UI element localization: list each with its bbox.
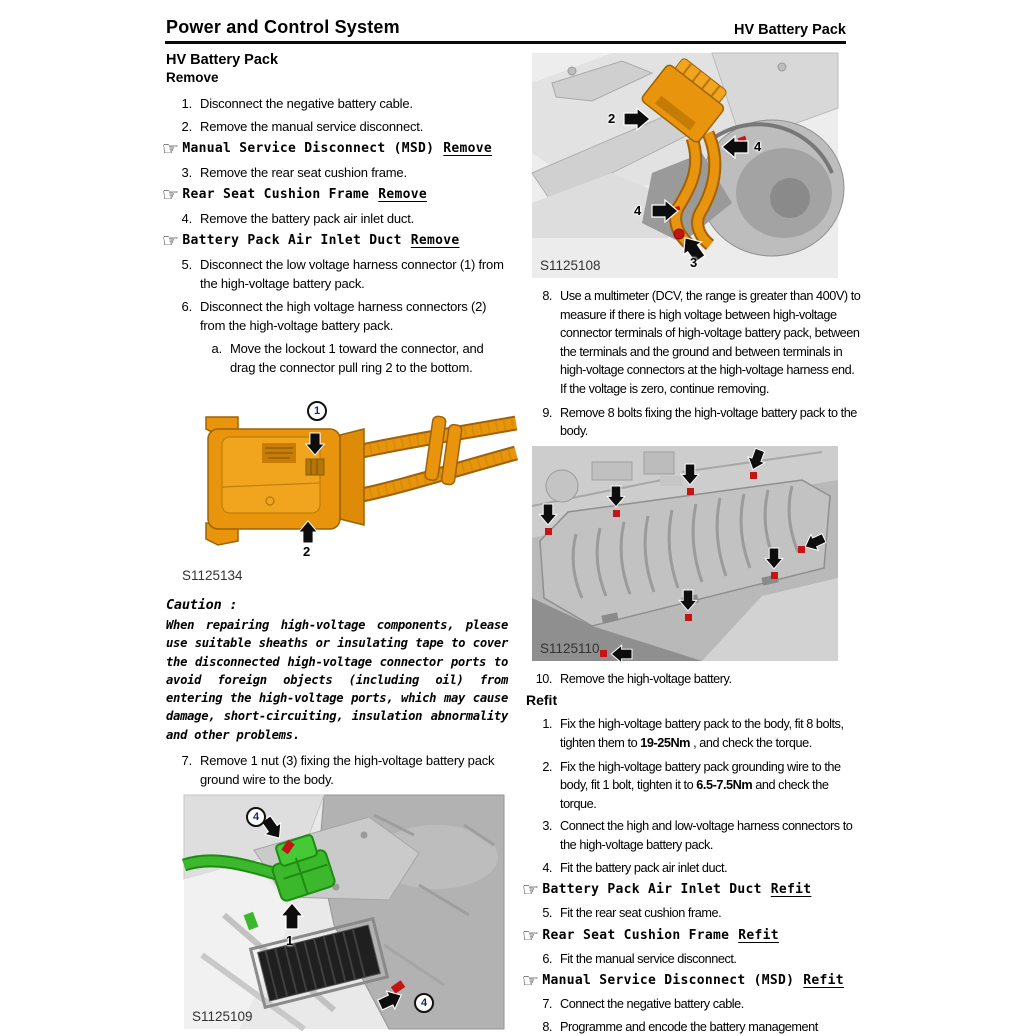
link-label: Battery Pack Air Inlet Duct	[542, 882, 762, 898]
right-column	[522, 53, 862, 1036]
torque-value: 19-25Nm	[640, 735, 691, 750]
battery-pack-illustration	[532, 446, 838, 661]
refit-step-5: 5. Fit the rear seat cushion frame.	[542, 906, 722, 921]
callout-label: 4	[414, 993, 434, 1013]
page-header-right: HV Battery Pack	[733, 22, 846, 38]
remove-substep-a: a. Move the lockout 1 toward the connector, and drag the connector pull ring 2 to the bottom.	[211, 341, 484, 375]
caution-text: When repairing high-voltage components, please use suitable sheaths or insulating tape to cover the disconnected high-voltage connector ports to avoid foreign objects (including oil) from entering the high-voltage ports, which may cause damage, short-circuiting, insulation abnormality and other problems.	[166, 618, 508, 742]
callout-label: 2	[608, 111, 616, 126]
figure-caption: S1125110	[540, 640, 600, 656]
link-label: Manual Service Disconnect (MSD)	[182, 141, 435, 156]
figure-ground-wire	[184, 795, 504, 1029]
refit-step-7: 7. Connect the negative battery cable.	[542, 997, 744, 1012]
page-header-left: Power and Control System	[166, 17, 400, 37]
refit-step-6: 6. Fit the manual service disconnect.	[542, 951, 737, 966]
section-title: HV Battery Pack	[166, 52, 279, 68]
refit-step-2: 2. Fix the high-voltage battery pack grounding wire to the body, fit 1 bolt, tighten it to 6.5-7.5Nm and check the torque.	[542, 759, 841, 811]
callout-label: 3	[690, 255, 698, 270]
link-msd-remove[interactable]	[162, 138, 508, 159]
link-action[interactable]: Remove	[443, 141, 493, 156]
header-rule	[165, 41, 846, 44]
remove-step-4: 4. Remove the battery pack air inlet duct.	[181, 211, 415, 226]
pointing-hand-icon: ☞	[162, 138, 180, 160]
remove-step-10: 10. Remove the high-voltage battery.	[535, 671, 732, 686]
link-air-duct-remove[interactable]	[162, 230, 508, 251]
link-seat-frame-refit[interactable]	[522, 925, 862, 946]
figure-hv-connector	[178, 391, 516, 563]
link-action[interactable]: Refit	[803, 973, 844, 989]
callout-label: 4	[634, 203, 642, 218]
figure-caption: S1125134	[182, 568, 243, 583]
refit-step-8: 8. Programme and encode the battery management	[542, 1019, 818, 1034]
remove-step-6: 6. Disconnect the high voltage harness connectors (2) from the high-voltage battery pack.	[181, 299, 487, 333]
link-label: Rear Seat Cushion Frame	[182, 187, 370, 202]
hv-connector-illustration	[178, 391, 516, 563]
remove-step-8: 8. Use a multimeter (DCV, the range is greater than 400V) to measure if there is high voltage between high-voltage connector terminals of high-voltage battery pack, between the terminals and the ground and between terminals in high-voltage connectors at the high-voltage harness end. If the voltage is zero, continue removing.	[542, 289, 861, 396]
link-msd-refit[interactable]	[522, 970, 862, 991]
pointing-hand-icon: ☞	[162, 184, 180, 206]
remove-step-7: 7. Remove 1 nut (3) fixing the high-voltage battery pack ground wire to the body.	[181, 753, 495, 788]
callout-label: 2	[303, 544, 311, 559]
pointing-hand-icon: ☞	[522, 879, 540, 902]
ground-wire-illustration	[184, 795, 504, 1029]
remove-step-5: 5. Disconnect the low voltage harness connector (1) from the high-voltage battery pack.	[181, 257, 504, 291]
callout-label: 4	[754, 139, 762, 154]
link-action[interactable]: Remove	[378, 187, 428, 202]
torque-value: 6.5-7.5Nm	[696, 778, 753, 793]
pointing-hand-icon: ☞	[522, 924, 540, 947]
link-label: Manual Service Disconnect (MSD)	[542, 973, 795, 989]
pointing-hand-icon: ☞	[522, 970, 540, 993]
remove-step-3: 3. Remove the rear seat cushion frame.	[181, 165, 407, 180]
figure-caption: S1125109	[192, 1009, 253, 1025]
callout-label: 1	[307, 401, 327, 421]
engine-bay-illustration	[532, 53, 838, 278]
link-label: Rear Seat Cushion Frame	[542, 927, 730, 943]
remove-step-1: 1. Disconnect the negative battery cable.	[181, 96, 413, 111]
figure-msd-bay	[532, 53, 838, 278]
link-label: Battery Pack Air Inlet Duct	[182, 233, 402, 248]
left-column	[162, 52, 508, 1029]
caution-title: Caution :	[166, 597, 238, 613]
refit-heading: Refit	[526, 692, 558, 709]
link-seat-frame-remove[interactable]	[162, 184, 508, 205]
figure-caption: S1125108	[540, 258, 601, 273]
link-action[interactable]: Refit	[738, 927, 779, 943]
link-action[interactable]: Remove	[410, 233, 460, 248]
callout-label: 1	[286, 933, 294, 949]
link-air-duct-refit[interactable]	[522, 879, 862, 900]
remove-step-9: 9. Remove 8 bolts fixing the high-voltage battery pack to the body.	[542, 405, 857, 439]
refit-step-4: 4. Fit the battery pack air inlet duct.	[542, 860, 728, 875]
refit-step-1: 1. Fix the high-voltage battery pack to the body, fit 8 bolts, tighten them to 19-25Nm , and check the torque.	[542, 717, 844, 750]
link-action[interactable]: Refit	[770, 882, 812, 898]
figure-battery-pack	[532, 446, 838, 661]
remove-heading: Remove	[166, 70, 219, 85]
callout-label: 4	[246, 807, 266, 827]
refit-step-3: 3. Connect the high and low-voltage harness connectors to the high-voltage battery pack.	[542, 819, 853, 852]
pointing-hand-icon: ☞	[162, 230, 180, 252]
remove-step-2: 2. Remove the manual service disconnect.	[181, 119, 424, 134]
